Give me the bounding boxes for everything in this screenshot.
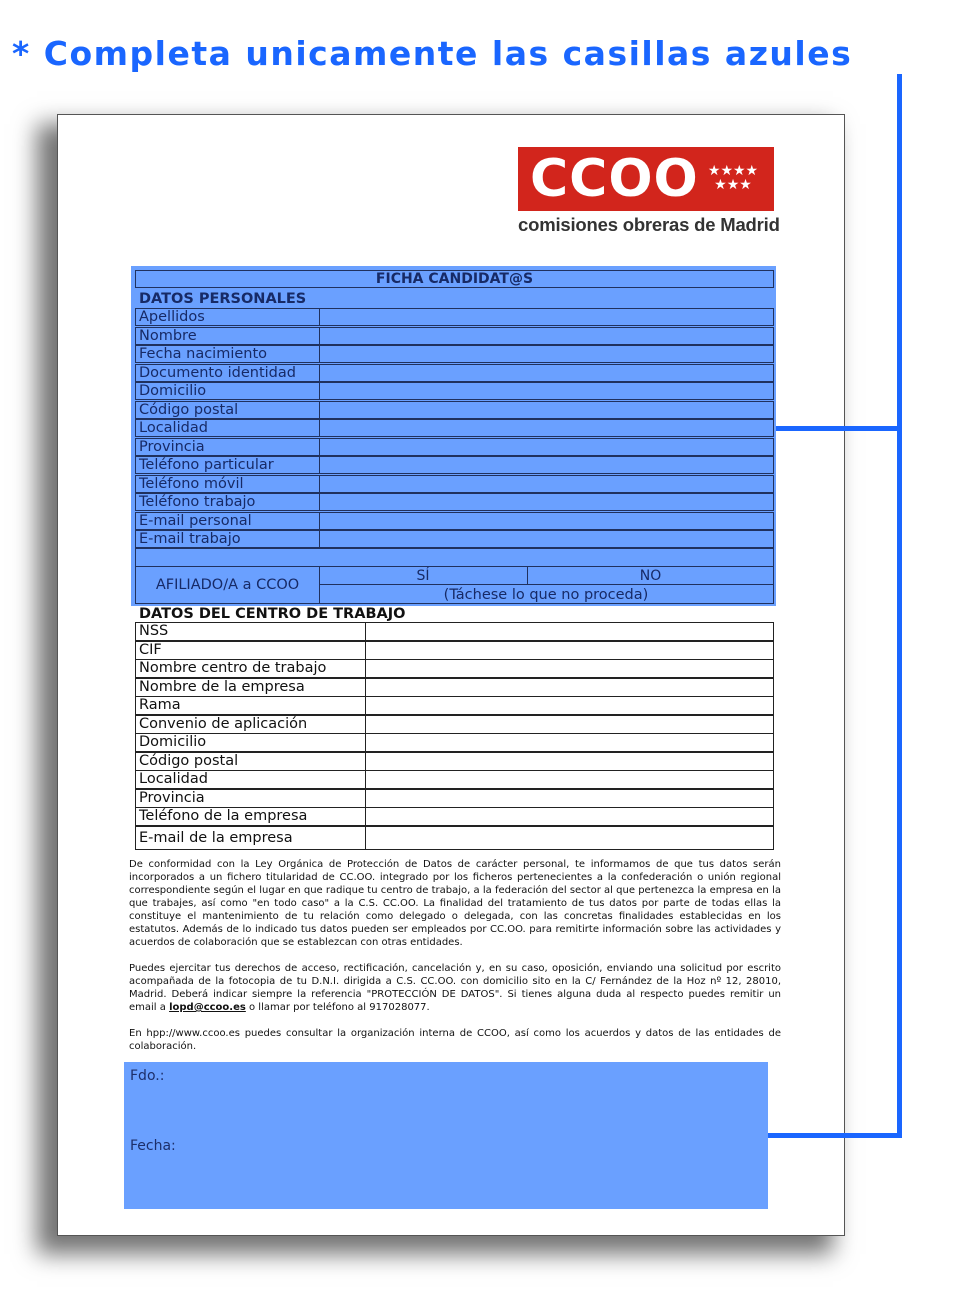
localidad-input[interactable] <box>320 420 773 436</box>
legal-p2-end: o llamar por teléfono al 917028077. <box>245 1002 430 1013</box>
personal-row-domicilio <box>135 382 774 400</box>
field-label: Nombre centro de trabajo <box>139 660 327 676</box>
cif-value <box>366 642 773 659</box>
field-label: Apellidos <box>139 309 205 325</box>
field-label: Nombre <box>139 327 197 344</box>
apellidos-input[interactable] <box>320 309 773 325</box>
instruction-heading: * Completa unicamente las casillas azules <box>12 34 853 73</box>
field-label: Rama <box>139 697 181 713</box>
form-title: FICHA CANDIDAT@S <box>135 270 774 288</box>
signature-box[interactable] <box>124 1062 768 1209</box>
afiliado-label: AFILIADO/A a CCOO <box>155 577 300 593</box>
work-row-nombre-centro-de-trabajo <box>135 659 774 678</box>
telefono-de-la-empresa-value <box>366 808 773 825</box>
legal-paragraph-1: De conformidad con la Ley Orgánica de Protección de Datos de carácter personal, te informamos de que tus datos serán incorporados a un fichero titularidad de CC.OO. integrado por los ficheros pertenecientes a la confederación o unión regional correspondiente según el lugar en que radique tu centro de trabajo, a la federación del sector al que pertenezca la empresa en la que trabajes, así como "en todo caso" a la C.S. CC.OO. La finalidad del tratamiento de tus datos por parte de todas ellas la constituye el mantenimiento de tu relación como delegado o delegada, con las concretas finalidades establecidas en los estatutos. Además de lo indicado tus datos pueden ser empleados por CC.OO. para remitirte información sobre las actividades y acuerdos de colaboración que se establezcan con otras entidades. <box>129 859 781 948</box>
ccoo-logo <box>518 147 774 211</box>
field-label: Teléfono particular <box>139 457 274 473</box>
field-label: Provincia <box>139 789 205 806</box>
logo-letters: CCOO <box>530 149 699 209</box>
field-label: Localidad <box>139 420 208 436</box>
star-icon: ★★★★ ★★★ <box>707 163 759 193</box>
nombre-de-la-empresa-value <box>366 679 773 696</box>
signature-label: Fdo.: <box>130 1068 165 1084</box>
field-label: Código postal <box>139 752 239 769</box>
work-section-title: DATOS DEL CENTRO DE TRABAJO <box>139 606 406 622</box>
work-row-telefono-de-la-empresa <box>135 807 774 826</box>
personal-row-telefono-movil <box>135 475 774 493</box>
field-label: E-mail de la empresa <box>139 829 293 846</box>
codigo-postal-value <box>366 753 773 770</box>
work-row-domicilio <box>135 733 774 752</box>
email-link[interactable]: lopd@ccoo.es <box>169 1002 246 1013</box>
personal-row-apellidos <box>135 308 774 326</box>
rama-value <box>366 697 773 714</box>
work-row-localidad <box>135 770 774 789</box>
work-row-provincia <box>135 789 774 808</box>
field-label: Fecha nacimiento <box>139 346 268 362</box>
provincia-input[interactable] <box>320 439 773 455</box>
nss-value <box>366 623 773 640</box>
personal-row-fecha-nacimiento <box>135 345 774 363</box>
localidad-value <box>366 771 773 788</box>
bracket-connector-signature <box>768 1133 902 1138</box>
field-label: E-mail personal <box>139 512 252 529</box>
field-label: NSS <box>139 623 169 639</box>
fecha-nacimiento-input[interactable] <box>320 346 773 362</box>
telefono-particular-input[interactable] <box>320 457 773 473</box>
e-mail-de-la-empresa-value <box>366 827 773 849</box>
personal-row-nombre <box>135 327 774 345</box>
date-label: Fecha: <box>130 1138 176 1154</box>
provincia-value <box>366 790 773 807</box>
field-label: Teléfono trabajo <box>139 494 256 510</box>
field-label: Convenio de aplicación <box>139 715 308 732</box>
work-row-nombre-de-la-empresa <box>135 678 774 697</box>
personal-row-e-mail-trabajo <box>135 530 774 548</box>
personal-section-title: DATOS PERSONALES <box>139 291 307 307</box>
field-label: Provincia <box>139 438 205 455</box>
personal-row-telefono-particular <box>135 456 774 474</box>
telefono-trabajo-input[interactable] <box>320 494 773 510</box>
e-mail-trabajo-input[interactable] <box>320 531 773 547</box>
legal-paragraph-2 <box>129 962 781 1014</box>
field-label: Nombre de la empresa <box>139 678 305 695</box>
e-mail-personal-input[interactable] <box>320 513 773 529</box>
telefono-movil-input[interactable] <box>320 476 773 492</box>
domicilio-input[interactable] <box>320 383 773 399</box>
personal-row-documento-identidad <box>135 364 774 382</box>
codigo-postal-input[interactable] <box>320 402 773 418</box>
field-label: Domicilio <box>139 734 207 750</box>
personal-row-telefono-trabajo <box>135 493 774 511</box>
afiliado-note: (Táchese lo que no proceda) <box>443 587 649 603</box>
afiliado-no-option[interactable]: NO <box>528 567 773 585</box>
work-row-cif <box>135 641 774 660</box>
legal-paragraph-3: En hpp://www.ccoo.es puedes consultar la organización interna de CCOO, así como los acuerdos y datos de las entidades de colaboración. <box>129 1028 781 1052</box>
field-label: Teléfono móvil <box>139 475 244 492</box>
field-label: E-mail trabajo <box>139 531 241 547</box>
field-label: CIF <box>139 641 162 658</box>
bracket-line <box>897 74 902 1138</box>
logo-subtitle: comisiones obreras de Madrid <box>518 214 780 235</box>
personal-row-provincia <box>135 438 774 456</box>
field-label: Localidad <box>139 771 208 787</box>
personal-row-codigo-postal <box>135 401 774 419</box>
bracket-connector-form <box>775 426 902 431</box>
afiliado-yes-option[interactable]: SÍ <box>319 567 527 585</box>
work-row-convenio-de-aplicacion <box>135 715 774 734</box>
work-row-e-mail-de-la-empresa <box>135 826 774 850</box>
field-label: Domicilio <box>139 383 207 399</box>
personal-row-localidad <box>135 419 774 437</box>
field-label: Teléfono de la empresa <box>139 808 308 824</box>
work-row-nss <box>135 622 774 641</box>
documento-identidad-input[interactable] <box>320 365 773 381</box>
blank-row <box>135 548 774 567</box>
convenio-de-aplicacion-value <box>366 716 773 733</box>
legal-p2-text: Puedes ejercitar tus derechos de acceso, rectificación, cancelación y, en su caso, oposición, enviando una solicitud por escrito acompañada de la fotocopia de tu D.N.I. dirigida a C.S. CC.OO. con domicilio sito en la C/ Fernández de la Hoz nº 12, 28010, Madrid. Deberá indicar siempre la referencia "PROTECCIÓN DE DATOS". Si tienes alguna duda al respecto puedes remitir un email a <box>129 963 781 1013</box>
work-row-rama <box>135 696 774 715</box>
work-row-codigo-postal <box>135 752 774 771</box>
nombre-input[interactable] <box>320 328 773 344</box>
field-label: Código postal <box>139 401 239 418</box>
nombre-centro-de-trabajo-value <box>366 660 773 677</box>
domicilio-value <box>366 734 773 751</box>
personal-row-e-mail-personal <box>135 512 774 530</box>
afiliado-field <box>135 566 774 604</box>
field-label: Documento identidad <box>139 364 296 381</box>
